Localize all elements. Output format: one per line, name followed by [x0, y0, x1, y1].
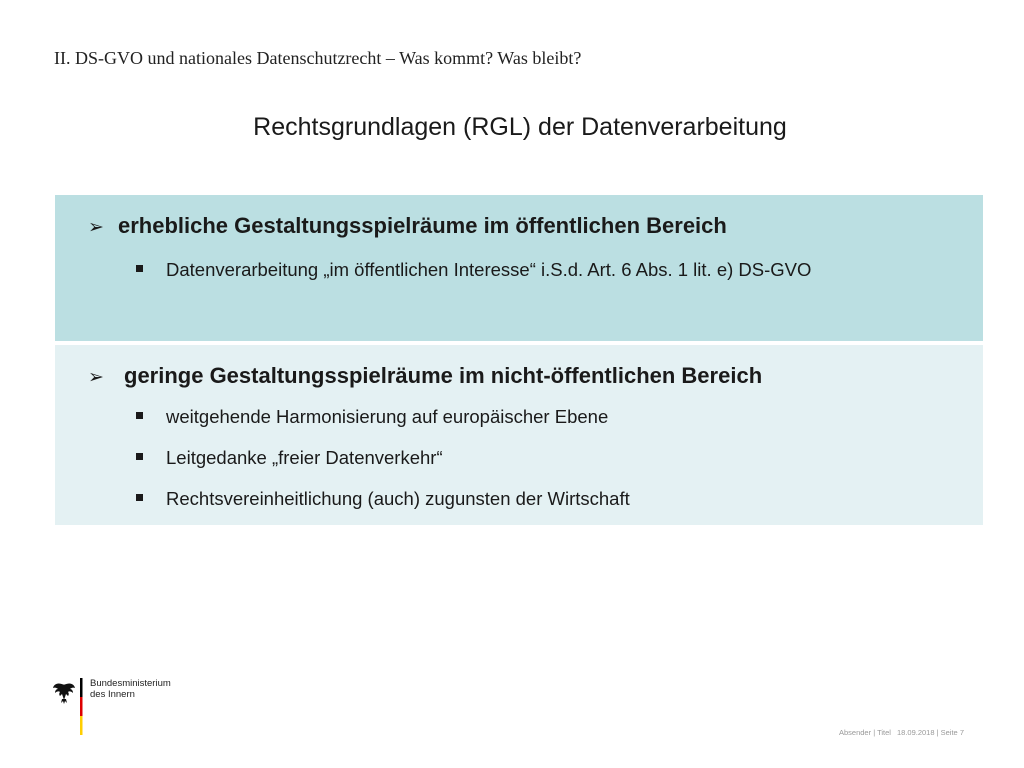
public-sector-heading-text: erhebliche Gestaltungsspielräume im öffentlichen Bereich [118, 213, 727, 238]
list-item-text: Rechtsvereinheitlichung (auch) zugunsten der Wirtschaft [166, 488, 630, 509]
list-item [166, 488, 630, 510]
ministry-name-line1: Bundesministerium [90, 678, 171, 689]
federal-eagle-icon [53, 684, 75, 704]
slide-header: II. DS-GVO und nationales Datenschutzrecht – Was kommt? Was bleibt? [54, 48, 582, 68]
list-item-text: Datenverarbeitung „im öffentlichen Interesse“ i.S.d. Art. 6 Abs. 1 lit. e) DS-GVO [166, 259, 812, 280]
list-item [166, 259, 811, 281]
square-bullet-icon [136, 265, 143, 272]
list-item [166, 406, 608, 428]
footer-meta [833, 728, 964, 737]
square-bullet-icon [136, 412, 143, 419]
square-bullet-icon [136, 494, 143, 501]
date-page: 18.09.2018 | Seite 7 [896, 728, 964, 737]
arrowhead-bullet-icon: ➢ [88, 217, 104, 238]
arrowhead-bullet-icon: ➢ [88, 367, 104, 388]
private-sector-heading-text: geringe Gestaltungsspielräume im nicht-öffentlichen Bereich [124, 363, 763, 388]
square-bullet-icon [136, 453, 143, 460]
list-item-text: weitgehende Harmonisierung auf europäischer Ebene [166, 406, 609, 427]
list-item [166, 447, 443, 469]
sender-title: Absender | Titel [839, 728, 891, 737]
slide-title: Rechtsgrundlagen (RGL) der Datenverarbeitung [253, 113, 787, 141]
ministry-name-line2: des Innern [90, 689, 135, 700]
list-item-text: Leitgedanke „freier Datenverkehr“ [166, 447, 443, 468]
public-sector-heading [88, 213, 727, 239]
private-sector-heading [88, 363, 762, 389]
ministry-name [90, 678, 171, 700]
